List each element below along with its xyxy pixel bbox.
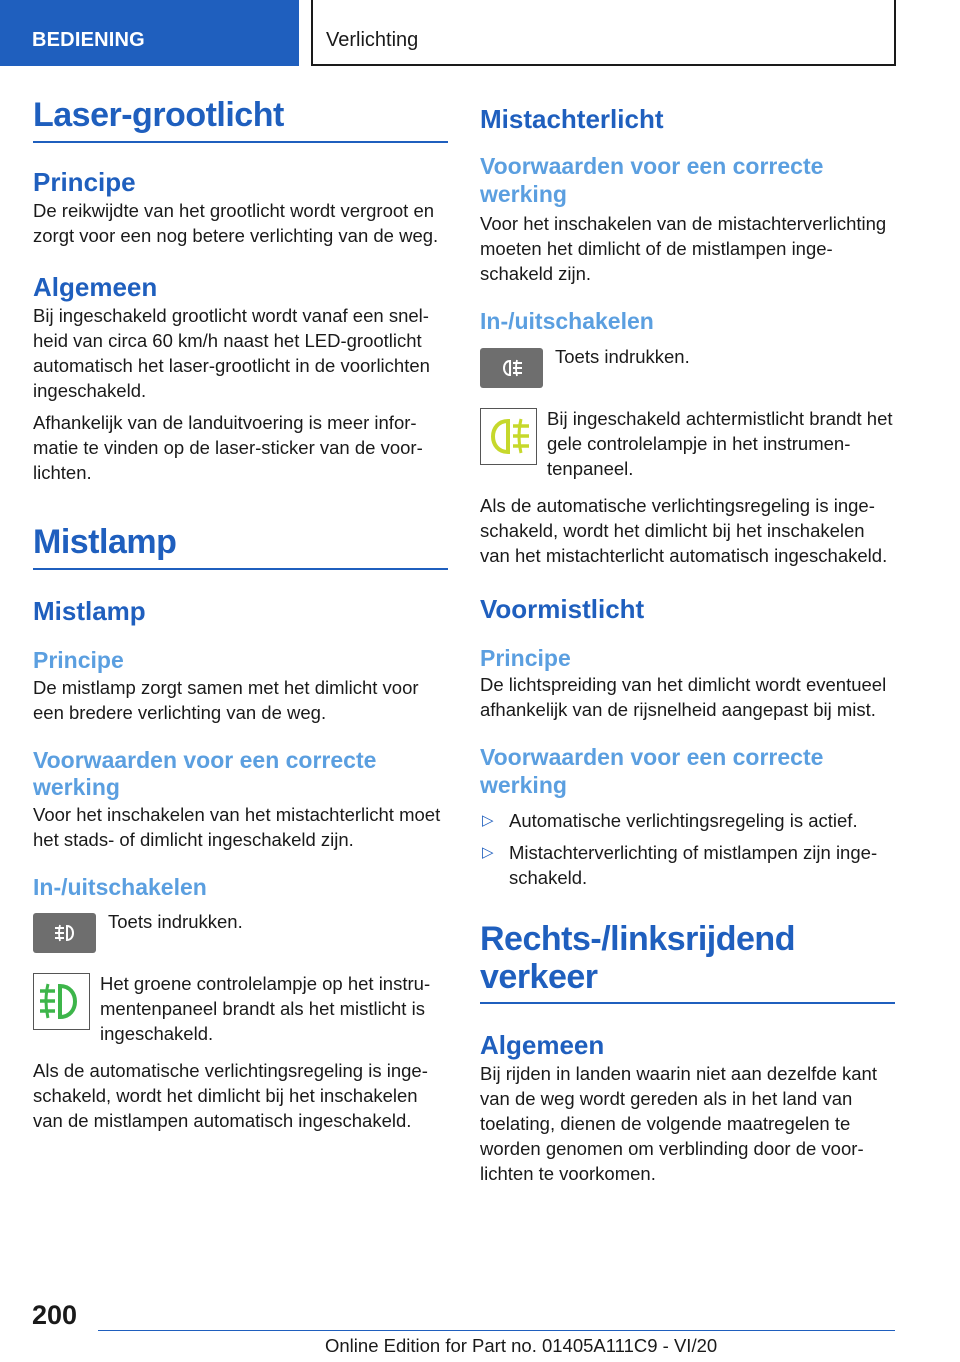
heading-principe: Principe xyxy=(33,167,136,197)
heading-mistlamp: Mistlamp xyxy=(33,523,448,570)
heading-principe-mistlamp: Principe xyxy=(33,647,124,673)
rear-fog-button-icon[interactable] xyxy=(480,348,543,388)
edition-text: Online Edition for Part no. 01405A111C9 - VI/20 xyxy=(325,1335,718,1356)
header-section-tab xyxy=(0,0,299,66)
toets-indrukken-label: Toets indrukken. xyxy=(108,911,243,933)
text-automatische-regeling-achter: Als de automatische verlichtingsregeling is ingeschakeld, wordt het dimlicht bij het inschakelen van het mistachterlicht automatisch ingeschakeld. xyxy=(480,494,888,566)
text-gele-lampje: Bij ingeschakeld achtermistlicht brandt het gele controlelampje in het instrumentenpaneel. xyxy=(547,407,893,479)
heading-rechts-linksrijdend: Rechts-/linksrijdend verkeer xyxy=(480,920,895,1004)
text-principe-voor: De lichtspreiding van het dimlicht wordt eventueel afhankelijk van de rijsnelheid aangepast bij mist. xyxy=(480,674,887,721)
text-principe-mistlamp: De mistlamp zorgt samen met het dimlicht voor een bredere verlichting van de weg. xyxy=(33,676,419,723)
heading-voorwaarden-voor: Voorwaarden voor een correcte werking xyxy=(480,744,824,798)
heading-algemeen-verkeer: Algemeen xyxy=(480,1029,605,1060)
rear-fog-button-row xyxy=(480,345,895,388)
list-item: ▷ Mistachterverlichting of mistlampen zijn ingeschakeld. xyxy=(480,840,895,890)
front-fog-button-row xyxy=(33,913,448,953)
left-column xyxy=(33,96,448,1133)
text-principe: De reikwijdte van het grootlicht wordt vergroot en zorgt voor een nog betere verlichting van de weg. xyxy=(33,200,439,246)
right-column xyxy=(480,96,895,1186)
heading-in-uitschakelen: In-/uitschakelen xyxy=(33,873,207,900)
text-automatische-regeling: Als de automatische verlichtingsregeling is ingeschakeld, wordt het dimlicht bij het inschakelen van de mistlampen automatisch ingeschakeld. xyxy=(33,1060,428,1132)
subheading-mistlamp: Mistlamp xyxy=(33,596,146,626)
rear-fog-indicator-row xyxy=(480,406,895,481)
heading-algemeen: Algemeen xyxy=(33,272,158,302)
page-number: 200 xyxy=(32,1300,78,1330)
list-item: ▷ Automatische verlichtingsregeling is actief. xyxy=(480,808,895,833)
heading-in-uitschakelen-achter: In-/uitschakelen xyxy=(480,308,654,335)
front-fog-button-icon[interactable] xyxy=(33,913,96,953)
text-voorwaarden: Voor het inschakelen van het mistachterlicht moet het stads- of dimlicht ingeschakeld zijn. xyxy=(33,803,441,850)
footer-divider xyxy=(98,1330,895,1331)
heading-mistachterlicht: Mistachterlicht xyxy=(480,104,664,134)
toets-indrukken-label-achter: Toets indrukken. xyxy=(555,345,690,367)
rear-fog-indicator-icon xyxy=(480,408,537,465)
heading-principe-voor: Principe xyxy=(480,644,571,671)
text-groene-lampje: Het groene controlelampje op het instrumentenpaneel brandt als het mistlicht is ingeschakeld. xyxy=(100,973,431,1045)
heading-voormistlicht: Voormistlicht xyxy=(480,593,645,624)
heading-laser-grootlicht: Laser-grootlicht xyxy=(33,96,448,143)
section-label: BEDIENING xyxy=(32,29,145,51)
heading-voorwaarden: Voorwaarden voor een correcte werking xyxy=(33,746,377,801)
text-voorwaarden-achter: Voor het inschakelen van de mistachterverlichting moeten het dimlicht of de mistlampen ingeschakeld zijn. xyxy=(480,213,887,285)
header-chapter-box xyxy=(311,0,896,66)
chapter-label: Verlichting xyxy=(326,29,419,51)
front-fog-indicator-row xyxy=(33,971,448,1046)
text-algemeen-verkeer: Bij rijden in landen waarin niet aan dezelfde kant van de weg wordt gereden als in het land van toelating, dienen de volgende maatregelen te worden genomen om verblinding door de voorlichten te voorkomen. xyxy=(480,1062,877,1184)
heading-voorwaarden-achter: Voorwaarden voor een correcte werking xyxy=(480,153,824,207)
text-algemeen-2: Afhankelijk van de landuitvoering is meer informatie te vinden op de laser-sticker van de voorlichten. xyxy=(33,412,423,483)
text-algemeen-1: Bij ingeschakeld grootlicht wordt vanaf een snelheid van circa 60 km/h naast het LED-grootlicht automatisch het laser-grootlicht in de voorlichten ingeschakeld. xyxy=(33,305,430,401)
front-fog-indicator-icon xyxy=(33,973,90,1030)
voorwaarden-list xyxy=(480,808,895,890)
